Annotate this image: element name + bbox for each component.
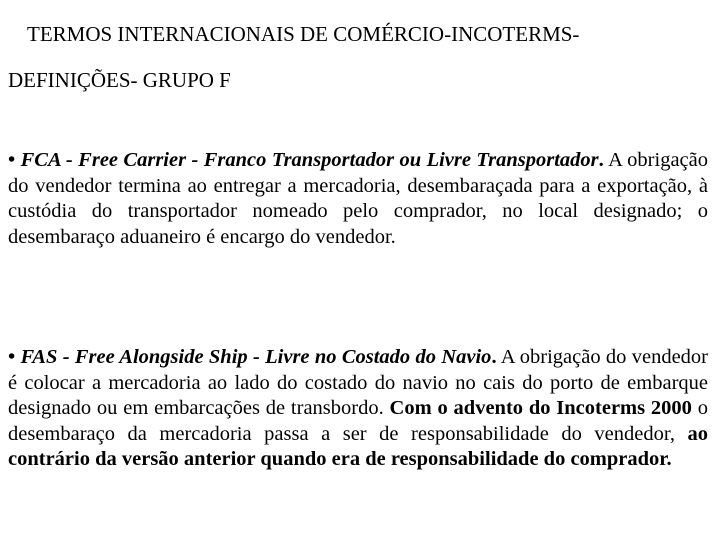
title-line-1: TERMOS INTERNACIONAIS DE COMÉRCIO-INCOTERMS- <box>27 22 580 46</box>
definition-fca-text: A obrigação do vendedor termina ao entregar a mercadoria, desembaraçada para a exportação, à custódia do transportador nomeado pelo comprador, no local designado; o desembaraço aduaneiro é encargo do vendedor. <box>8 149 708 248</box>
term-fas: FAS - Free Alongside Ship - Livre no Costado do Navio <box>20 346 492 368</box>
bullet: • <box>8 346 16 368</box>
title-line-2: DEFINIÇÕES- GRUPO F <box>8 68 231 92</box>
bullet: • <box>8 149 16 171</box>
definition-fas-bold-1: Com o advento do Incoterms 2000 <box>389 397 692 419</box>
definition-fas-bold-2: ao contrário da versão anterior quando era de responsabilidade do comprador. <box>8 422 708 470</box>
term-fca: FCA - Free Carrier - Franco Transportador ou Livre Transportador <box>20 149 599 171</box>
definition-fas <box>8 345 708 473</box>
term-period: . <box>491 346 497 368</box>
term-period: . <box>598 149 604 171</box>
definition-fas-middle: o desembaraço da mercadoria passa a ser de responsabilidade do vendedor, <box>8 397 708 445</box>
definition-fas-text: A obrigação do vendedor é colocar a mercadoria ao lado do costado do navio no cais do porto de embarque designado ou em embarcações de transbordo. <box>8 346 709 419</box>
definition-fca <box>8 148 708 250</box>
